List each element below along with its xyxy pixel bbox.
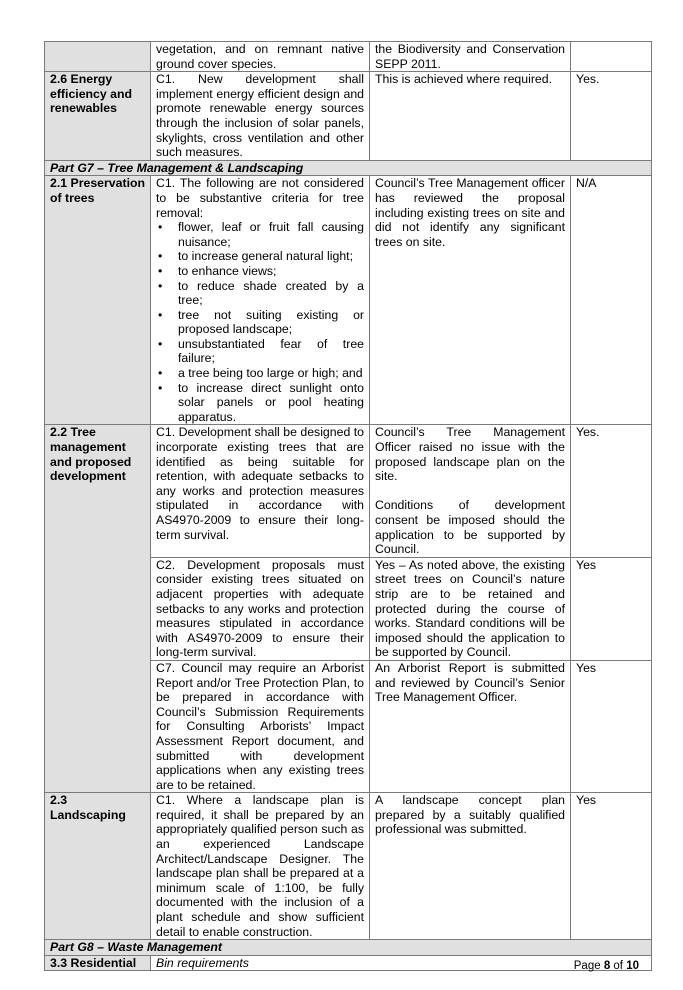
control-cell xyxy=(151,176,370,425)
complies-cell: Yes xyxy=(571,793,652,940)
current-page: 8 xyxy=(603,960,611,972)
row-heading-cell: 2.2 Tree management and proposed development xyxy=(45,425,151,793)
row-heading-cell: 3.3 Residential xyxy=(45,955,151,971)
table-row xyxy=(45,955,652,971)
complies-cell: Yes xyxy=(571,557,652,660)
row-heading-cell: 2.3 Landscaping xyxy=(45,793,151,940)
row-heading-cell xyxy=(45,42,151,72)
list-item: • to enhance views; xyxy=(178,264,364,279)
table-row xyxy=(45,176,652,425)
comment-cell: Council’s Tree Management officer has reviewed the proposal including existing trees on site and did not identify any significant trees on site. xyxy=(370,176,571,425)
part-heading: Part G8 – Waste Management xyxy=(45,940,652,956)
list-item: • tree not suiting existing or proposed landscape; xyxy=(178,308,364,337)
comment-cell: This is achieved where required. xyxy=(370,72,571,161)
comment-paragraph: Conditions of development consent be imposed should the application to be supported by Council. xyxy=(375,498,565,557)
complies-cell: Yes. xyxy=(571,72,652,161)
comment-cell xyxy=(370,425,571,557)
list-item: • unsubstantiated fear of tree failure; xyxy=(178,337,364,366)
row-heading-cell: 2.1 Preservation of trees xyxy=(45,176,151,425)
part-heading-row xyxy=(45,940,652,956)
control-cell: C1. New development shall implement energy efficient design and promote renewable energy sources through the inclusion of solar panels, skylights, cross ventilation and other such measures. xyxy=(151,72,370,161)
part-heading: Part G7 – Tree Management & Landscaping xyxy=(45,160,652,176)
table-row xyxy=(45,425,652,557)
complies-cell: N/A xyxy=(571,176,652,425)
control-cell: C1. Where a landscape plan is required, it shall be prepared by an appropriately qualified person such as an experienced Landscape Architect/Landscape Designer. The landscape plan shall be prepared at a minimum scale of 1:100, be fully documented with the inclusion of a plant schedule and show sufficient detail to enable construction. xyxy=(151,793,370,940)
total-pages: 10 xyxy=(626,960,639,972)
complies-cell: Yes xyxy=(571,660,652,792)
control-intro: C1. The following are not considered to be substantive criteria for tree removal: xyxy=(156,176,364,220)
complies-cell xyxy=(571,42,652,72)
subheading-cell: Bin requirements xyxy=(151,955,652,971)
list-item: • a tree being too large or high; and xyxy=(178,366,364,381)
complies-cell: Yes. xyxy=(571,425,652,557)
comment-cell: A landscape concept plan prepared by a suitably qualified professional was submitted. xyxy=(370,793,571,940)
comment-cell: Yes – As noted above, the existing street trees on Council’s nature strip are to be retained and protected during the course of works. Standard conditions will be imposed should the application to be supported by Council. xyxy=(370,557,571,660)
control-cell: vegetation, and on remnant native ground cover species. xyxy=(151,42,370,72)
table-row xyxy=(45,72,652,161)
page-number-footer xyxy=(574,960,639,972)
part-heading-row xyxy=(45,160,652,176)
list-item: • to increase direct sunlight onto solar panels or pool heating apparatus. xyxy=(178,381,364,425)
list-item: • to increase general natural light; xyxy=(178,249,364,264)
control-cell: C7. Council may require an Arborist Report and/or Tree Protection Plan, to be prepared in accordance with Council’s Submission Requirements for Consulting Arborists’ Impact Assessment Report document, and submitted with development applications when any existing trees are to be retained. xyxy=(151,660,370,792)
control-cell: C1. Development shall be designed to incorporate existing trees that are identified as being suitable for retention, with adequate setbacks to any works and protection measures stipulated in accordance with AS4970-2009 to ensure their long-term survival. xyxy=(151,425,370,557)
criteria-list xyxy=(156,220,364,424)
comment-cell: the Biodiversity and Conservation SEPP 2011. xyxy=(370,42,571,72)
comment-paragraph: Council’s Tree Management Officer raised no issue with the proposed landscape plan on the site. xyxy=(375,425,565,484)
row-heading-cell: 2.6 Energy efficiency and renewables xyxy=(45,72,151,161)
list-item: • flower, leaf or fruit fall causing nuisance; xyxy=(178,220,364,249)
control-cell: C2. Development proposals must consider existing trees situated on adjacent properties with adequate setbacks to any works and protection measures stipulated in accordance with AS4970-2009 to ensure their long-term survival. xyxy=(151,557,370,660)
list-item: • to reduce shade created by a tree; xyxy=(178,279,364,308)
table-row xyxy=(45,42,652,72)
table-row xyxy=(45,793,652,940)
page-of: of xyxy=(610,960,627,972)
dcp-compliance-table xyxy=(44,41,652,971)
comment-cell: An Arborist Report is submitted and reviewed by Council’s Senior Tree Management Officer. xyxy=(370,660,571,792)
page-label: Page xyxy=(573,960,604,972)
